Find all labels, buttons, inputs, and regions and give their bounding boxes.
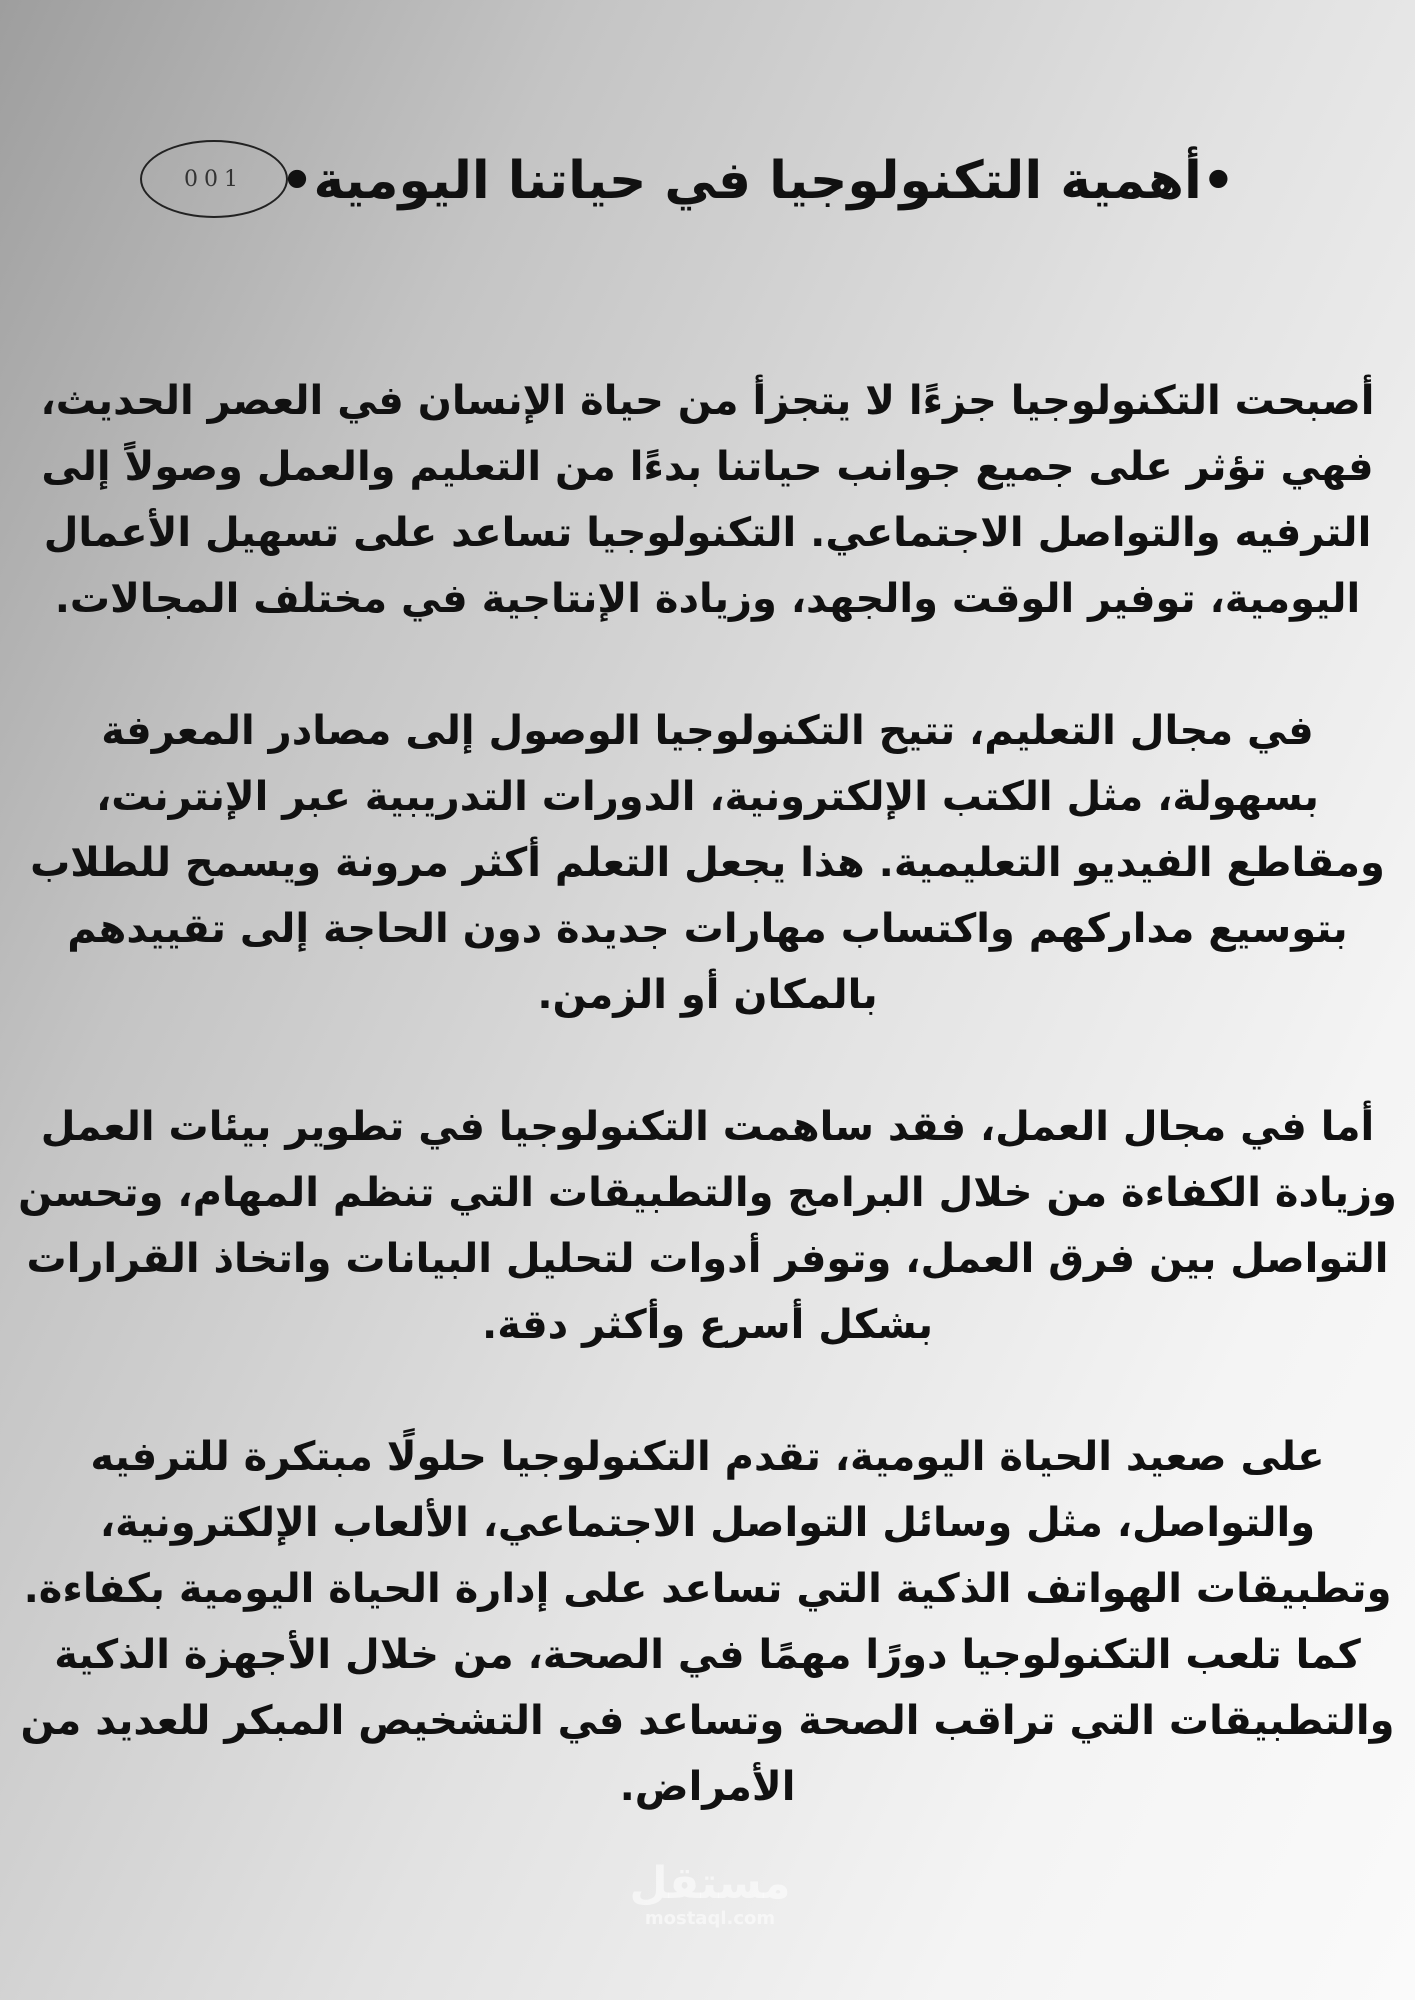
- paragraph-education: في مجال التعليم، تتيح التكنولوجيا الوصول إلى مصادر المعرفة بسهولة، مثل الكتب الإلكترونية، الدورات التدريبية عبر الإنترنت، ومقاطع الفيديو التعليمية. هذا يجعل التعلم أكثر مرونة ويسمح للطلاب بتوسيع مداركهم واكتساب مهارات جديدة دون الحاجة إلى تقييدهم بالمكان أو الزمن.: [30, 708, 1385, 1018]
- page-number-badge: 001: [140, 140, 288, 218]
- paragraph-daily-life: على صعيد الحياة اليومية، تقدم التكنولوجيا حلولًا مبتكرة للترفيه والتواصل، مثل وسائل التواصل الاجتماعي، الألعاب الإلكترونية، وتطبيقات الهواتف الذكية التي تساعد على إدارة الحياة اليومية بكفاءة. كما تلعب التكنولوجيا دورًا مهمًا في الصحة، من خلال الأجهزة الذكية والتطبيقات التي تراقب الصحة وتساعد في التشخيص المبكر للعديد من الأمراض.: [20, 1434, 1395, 1810]
- watermark-logo: مستقل: [629, 1858, 791, 1909]
- paragraph-intro: أصبحت التكنولوجيا جزءًا لا يتجزأ من حياة الإنسان في العصر الحديث، فهي تؤثر على جميع جوانب حياتنا بدءًا من التعليم والعمل وصولاً إلى الترفيه والتواصل الاجتماعي. التكنولوجيا تساعد على تسهيل الأعمال اليومية، توفير الوقت والجهد، وزيادة الإنتاجية في مختلف المجالات.: [40, 378, 1375, 622]
- paragraph-work: أما في مجال العمل، فقد ساهمت التكنولوجيا في تطوير بيئات العمل وزيادة الكفاءة من خلال البرامج والتطبيقات التي تنظم المهام، وتحسن التواصل بين فرق العمل، وتوفر أدوات لتحليل البيانات واتخاذ القرارات بشكل أسرع وأكثر دقة.: [18, 1104, 1397, 1348]
- page-title: •أهمية التكنولوجيا في حياتنا اليومية•: [280, 151, 1235, 211]
- mostaql-watermark: [590, 1860, 830, 1930]
- watermark-url: mostaql.com: [644, 1908, 776, 1929]
- header: [0, 138, 1415, 224]
- article-body: [14, 368, 1401, 1886]
